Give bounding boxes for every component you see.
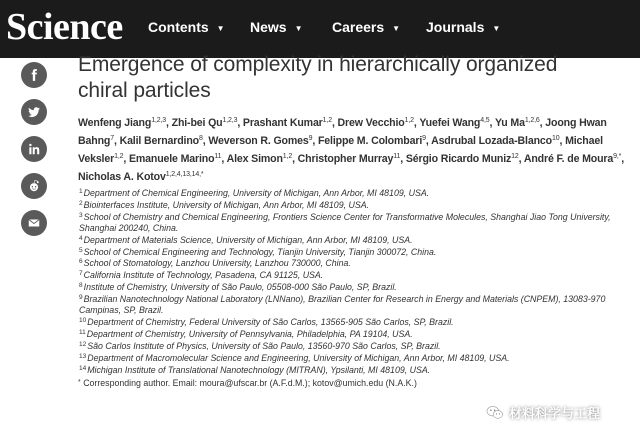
affiliation-text: Department of Chemical Engineering, University of Michigan, Ann Arbor, MI 48109, USA. <box>83 188 430 198</box>
affiliation-text: Department of Chemistry, Federal University of São Carlos, 13565-905 São Carlos, SP, Brazil. <box>87 316 454 327</box>
share-toolbar <box>21 62 47 247</box>
author-name[interactable]: Michael Veksler <box>78 135 603 165</box>
author-name[interactable]: Weverson R. Gomes <box>208 135 309 147</box>
author-affiliation-ref: 1,2,3 <box>151 117 167 124</box>
corresponding-author-text: Corresponding author. Email: moura@ufscar.br (A.F.d.M.); kotov@umich.edu (N.A.K.) <box>83 377 417 388</box>
affiliation-text: School of Stomatology, Lanzhou University, Lanzhou 730000, China. <box>83 258 351 269</box>
author-item[interactable] <box>431 135 559 147</box>
nav-contents-label: Contents <box>148 19 209 35</box>
author-name[interactable]: Nicholas A. Kotov <box>78 171 166 183</box>
author-affiliation-ref: 9 <box>308 135 313 142</box>
affiliation-text: Department of Materials Science, University of Michigan, Ann Arbor, MI 48109, USA. <box>83 234 413 245</box>
author-affiliation-ref: 9,* <box>613 153 622 160</box>
author-affiliation-ref: 12 <box>511 153 519 160</box>
author-affiliation-ref: 1,2 <box>282 153 293 160</box>
affiliation-text: São Carlos Institute of Physics, University of São Paulo, 13560-970 São Carlos, SP, Brazil. <box>87 340 441 351</box>
author-name[interactable]: Alex Simon <box>226 153 283 165</box>
affiliation-number: 4 <box>79 234 83 242</box>
nav-news-label: News <box>250 19 287 35</box>
affiliation-number: 2 <box>79 199 83 207</box>
chevron-down-icon: ▼ <box>392 23 401 33</box>
author-item[interactable] <box>227 153 292 165</box>
affiliation-number: 1 <box>79 188 83 195</box>
author-affiliation-ref: 4,5 <box>480 117 490 124</box>
affiliation-item <box>78 364 634 376</box>
affiliation-item <box>78 246 634 258</box>
author-affiliation-ref: 1,2,6 <box>524 117 540 124</box>
author-name[interactable]: Yuefei Wang <box>419 117 481 129</box>
nav-contents[interactable] <box>148 19 250 35</box>
article-title-line-2: chiral particles <box>78 79 211 102</box>
affiliation-number: 11 <box>79 328 86 336</box>
article-header <box>78 52 634 389</box>
nav-news[interactable] <box>250 19 332 35</box>
author-item[interactable] <box>78 117 166 129</box>
nav-careers-label: Careers <box>332 19 385 35</box>
affiliation-number: 3 <box>79 211 83 219</box>
affiliation-item <box>78 234 634 246</box>
affiliation-number: 13 <box>79 352 87 360</box>
affiliation-text: Department of Chemistry, University of Pennsylvania, Philadelphia, PA 19104, USA. <box>86 328 413 339</box>
author-item[interactable] <box>524 153 621 165</box>
author-list: Wenfeng Jiang$^{1,2,3}$, Zhi-bei Qu$^{1,2,3}$, Prashant Kumar$^{1,2}$, Drew Vecchio$^{1,2}$, Yuefei Wang$^{4,5}$, Yu Ma$^{1,2,6}$, Joong Hwan Bahng$^7$, Kalil Bernardino$^8$, Weverson R. Gomes$^9$, Felippe M. Colombari$^9$, Asdrubal Lozada-Blanco$^{10}$, Michael Veksler$^{1,2}$, Emanuele Marino$^{11}$, Alex Simon$^{1,2}$, Christopher Murray$^{11}$, Sérgio Ricardo Muniz$^{12}$, André F. de Moura$^{9,*}$, Nicholas A. Kotov$^{1,2,4,13,14,*}$ <box>78 117 625 183</box>
corresponding-author-mark: * <box>78 378 81 386</box>
affiliation-text: Biointerfaces Institute, University of Michigan, Ann Arbor, MI 48109, USA. <box>83 199 370 210</box>
affiliation-item <box>78 211 634 234</box>
top-navigation-bar <box>0 0 640 58</box>
share-twitter-button[interactable] <box>21 99 47 125</box>
affiliation-text: Michigan Institute of Translational Nanotechnology (MITRAN), Ypsilanti, MI 48109, USA. <box>87 364 431 375</box>
wechat-icon <box>486 405 504 421</box>
affiliation-text: Brazilian Nanotechnology National Laboratory (LNNano), Brazilian Center for Research in Energy and Materials (CNPEM), 13083-970 Campinas, SP, Brazil. <box>79 294 606 316</box>
share-email-button[interactable] <box>21 210 47 236</box>
nav-journals-label: Journals <box>426 19 485 35</box>
linkedin-icon <box>27 142 41 156</box>
affiliation-number: 5 <box>79 246 83 254</box>
affiliation-item <box>78 293 634 316</box>
affiliation-item <box>78 340 634 352</box>
author-name[interactable]: Prashant Kumar <box>242 117 323 129</box>
affiliation-number: 7 <box>79 270 83 278</box>
affiliation-number: 12 <box>79 340 87 348</box>
twitter-icon <box>27 105 41 119</box>
author-affiliation-ref: 10 <box>551 135 560 142</box>
author-item[interactable] <box>298 153 401 165</box>
affiliation-item <box>78 199 634 211</box>
affiliation-number: 10 <box>79 316 87 324</box>
author-name[interactable]: Sérgio Ricardo Muniz <box>405 153 512 165</box>
author-affiliation-ref: 11 <box>214 153 222 160</box>
author-item[interactable] <box>338 117 414 129</box>
affiliation-text: California Institute of Technology, Pasadena, CA 91125, USA. <box>83 270 324 281</box>
facebook-icon <box>27 68 41 82</box>
author-item[interactable] <box>318 135 426 147</box>
email-icon <box>27 216 41 230</box>
share-linkedin-button[interactable] <box>21 136 47 162</box>
author-item[interactable] <box>208 135 312 147</box>
corresponding-author-note <box>78 377 634 389</box>
author-name[interactable]: Zhi-bei Qu <box>171 117 223 129</box>
affiliation-item <box>78 281 634 293</box>
chevron-down-icon: ▼ <box>294 23 303 33</box>
affiliation-list <box>78 187 634 376</box>
chevron-down-icon: ▼ <box>492 23 501 33</box>
author-affiliation-ref: 1,2,3 <box>222 117 238 124</box>
author-affiliation-ref: 7 <box>110 135 114 142</box>
author-name[interactable]: Asdrubal Lozada-Blanco <box>431 135 552 147</box>
watermark-text: 材料科学与工程 <box>509 406 601 421</box>
author-item[interactable] <box>406 153 519 165</box>
author-name[interactable]: Christopher Murray <box>297 153 394 165</box>
affiliation-item <box>78 352 634 364</box>
wechat-watermark <box>486 403 600 422</box>
affiliation-number: 14 <box>79 364 87 372</box>
author-affiliation-ref: 1,2 <box>114 153 124 160</box>
share-facebook-button[interactable] <box>21 62 47 88</box>
author-item[interactable] <box>78 171 203 183</box>
affiliation-item <box>78 257 634 269</box>
nav-careers[interactable] <box>332 19 426 35</box>
author-name[interactable]: Drew Vecchio <box>337 117 405 129</box>
author-affiliation-ref: 1,2,4,13,14,* <box>165 171 204 178</box>
affiliation-text: School of Chemistry and Chemical Engineering, Frontiers Science Center for Transformative Molecules, Shanghai Jiao Tong University, Shanghai 200240, China. <box>79 211 611 233</box>
author-affiliation-ref: 1,2 <box>322 117 332 124</box>
article-title <box>78 52 634 104</box>
author-affiliation-ref: 11 <box>393 153 401 160</box>
author-item[interactable] <box>419 117 489 129</box>
science-logo[interactable]: Science <box>6 6 123 48</box>
author-name[interactable]: Joong Hwan Bahng <box>78 117 607 147</box>
affiliation-text: Department of Macromolecular Science and Engineering, University of Michigan, Ann Arbor, MI 48109, USA. <box>87 352 510 363</box>
nav-journals[interactable] <box>426 19 500 35</box>
article-title-line-1: Emergence of complexity in hierarchically organized <box>78 53 558 76</box>
affiliation-item <box>78 316 634 328</box>
author-item[interactable] <box>495 117 540 129</box>
affiliation-item <box>78 187 634 199</box>
affiliation-text: Institute of Chemistry, University of São Paulo, 05508-000 São Paulo, SP, Brazil. <box>83 282 397 293</box>
author-affiliation-ref: 1,2 <box>404 117 414 124</box>
share-reddit-button[interactable] <box>21 173 47 199</box>
author-item[interactable] <box>172 117 238 129</box>
author-name[interactable]: Kalil Bernardino <box>119 135 199 147</box>
affiliation-number: 9 <box>79 294 83 302</box>
author-affiliation-ref: 9 <box>422 135 426 142</box>
affiliation-text: School of Chemical Engineering and Technology, Tianjin University, Tianjin 300072, China. <box>83 246 437 257</box>
author-item[interactable] <box>120 135 203 147</box>
author-item[interactable] <box>243 117 332 129</box>
author-name[interactable]: Emanuele Marino <box>128 153 215 165</box>
author-name[interactable]: Wenfeng Jiang <box>78 117 152 129</box>
author-name[interactable]: André F. de Moura <box>523 153 614 165</box>
affiliation-item <box>78 269 634 281</box>
reddit-icon <box>27 179 41 193</box>
main-nav <box>148 19 500 35</box>
author-name[interactable]: Felippe M. Colombari <box>317 135 423 147</box>
affiliation-number: 6 <box>79 258 83 266</box>
affiliation-item <box>78 328 634 340</box>
author-affiliation-ref: 8 <box>199 135 203 142</box>
affiliation-number: 8 <box>79 282 83 290</box>
author-name[interactable]: Yu Ma <box>494 117 525 129</box>
author-item[interactable] <box>129 153 221 165</box>
chevron-down-icon: ▼ <box>216 23 225 33</box>
